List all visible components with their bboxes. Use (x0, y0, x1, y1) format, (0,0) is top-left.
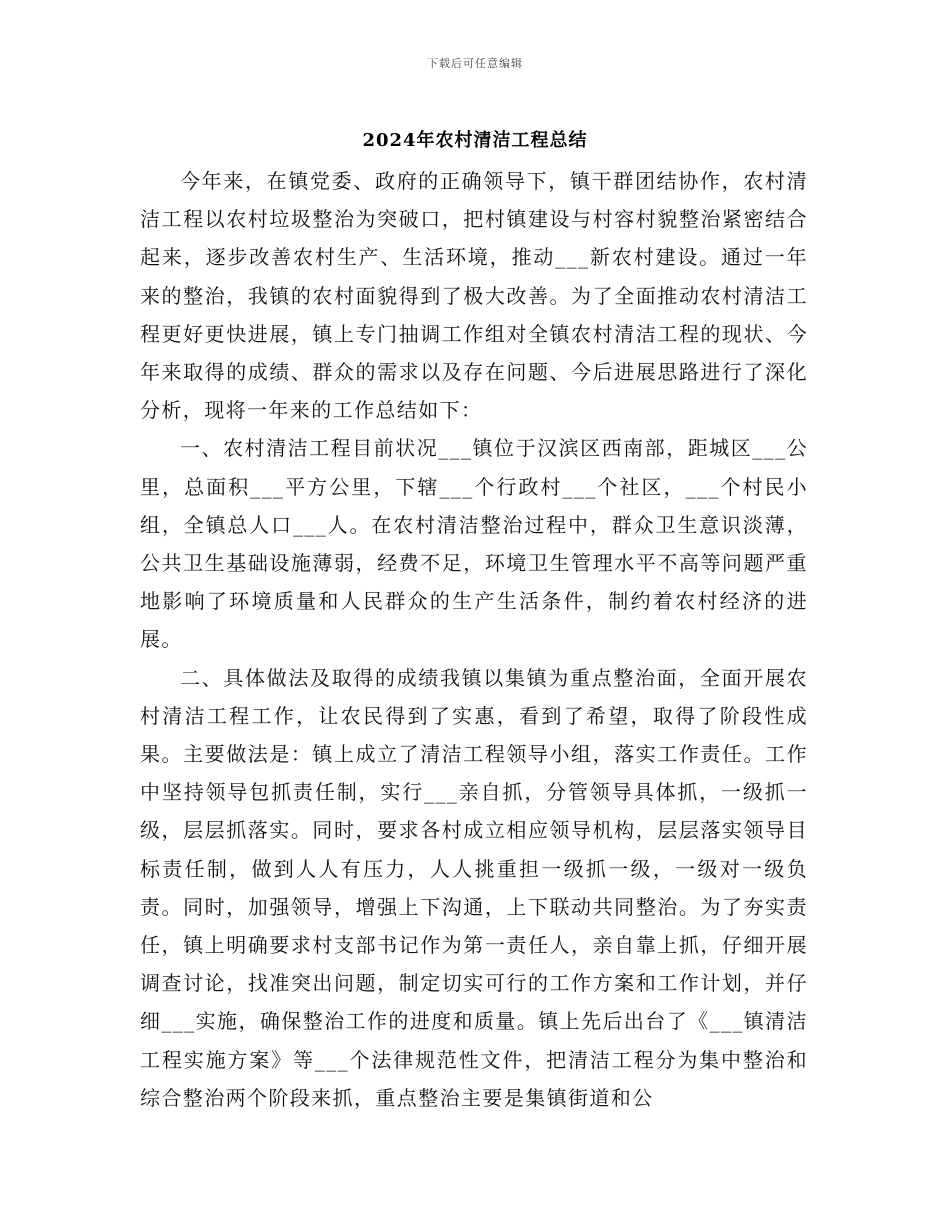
paragraph-measures-achievements: 二、具体做法及取得的成绩我镇以集镇为重点整治面，全面开展农村清洁工程工作，让农民得到了实惠，看到了希望，取得了阶段性成果。主要做法是：镇上成立了清洁工程领导小组，落实工作责任。工作中坚持领导包抓责任制，实行___亲自抓，分管领导具体抓，一级抓一级，层层抓落实。同时，要求各村成立相应领导机构，层层落实领导目标责任制，做到人人有压力，人人挑重担一级抓一级，一级对一级负责。同时，加强领导，增强上下沟通，上下联动共同整治。为了夯实责任，镇上明确要求村支部书记作为第一责任人，亲自靠上抓，仔细开展调查讨论，找准突出问题，制定切实可行的工作方案和工作计划，并仔细___实施，确保整治工作的进度和质量。镇上先后出台了《___镇清洁工程实施方案》等___个法律规范性文件，把清洁工程分为集中整治和综合整治两个阶段来抓，重点整治主要是集镇街道和公 (140, 665, 808, 1110)
paragraph-intro: 今年来，在镇党委、政府的正确领导下，镇干群团结协作，农村清洁工程以农村垃圾整治为突破口，把村镇建设与村容村貌整治紧密结合起来，逐步改善农村生产、生活环境，推动___新农村建设。通过一年来的整治，我镇的农村面貌得到了极大改善。为了全面推动农村清洁工程更好更快进展，镇上专门抽调工作组对全镇农村清洁工程的现状、今年来取得的成绩、群众的需求以及存在问题、今后进展思路进行了深化分析，现将一年来的工作总结如下： (140, 169, 808, 423)
document-body (140, 162, 808, 1117)
document-title: 2024年农村清洁工程总结 (362, 130, 588, 151)
paragraph-current-status: 一、农村清洁工程目前状况___镇位于汉滨区西南部，距城区___公里，总面积___平方公里，下辖___个行政村___个社区，___个村民小组，全镇总人口___人。在农村清洁整治过程中，群众卫生意识淡薄，公共卫生基础设施薄弱，经费不足，环境卫生管理水平不高等问题严重地影响了环境质量和人民群众的生产生活条件，制约着农村经济的进展。 (140, 436, 808, 652)
download-edit-note: 下载后可任意编辑 (427, 57, 523, 70)
